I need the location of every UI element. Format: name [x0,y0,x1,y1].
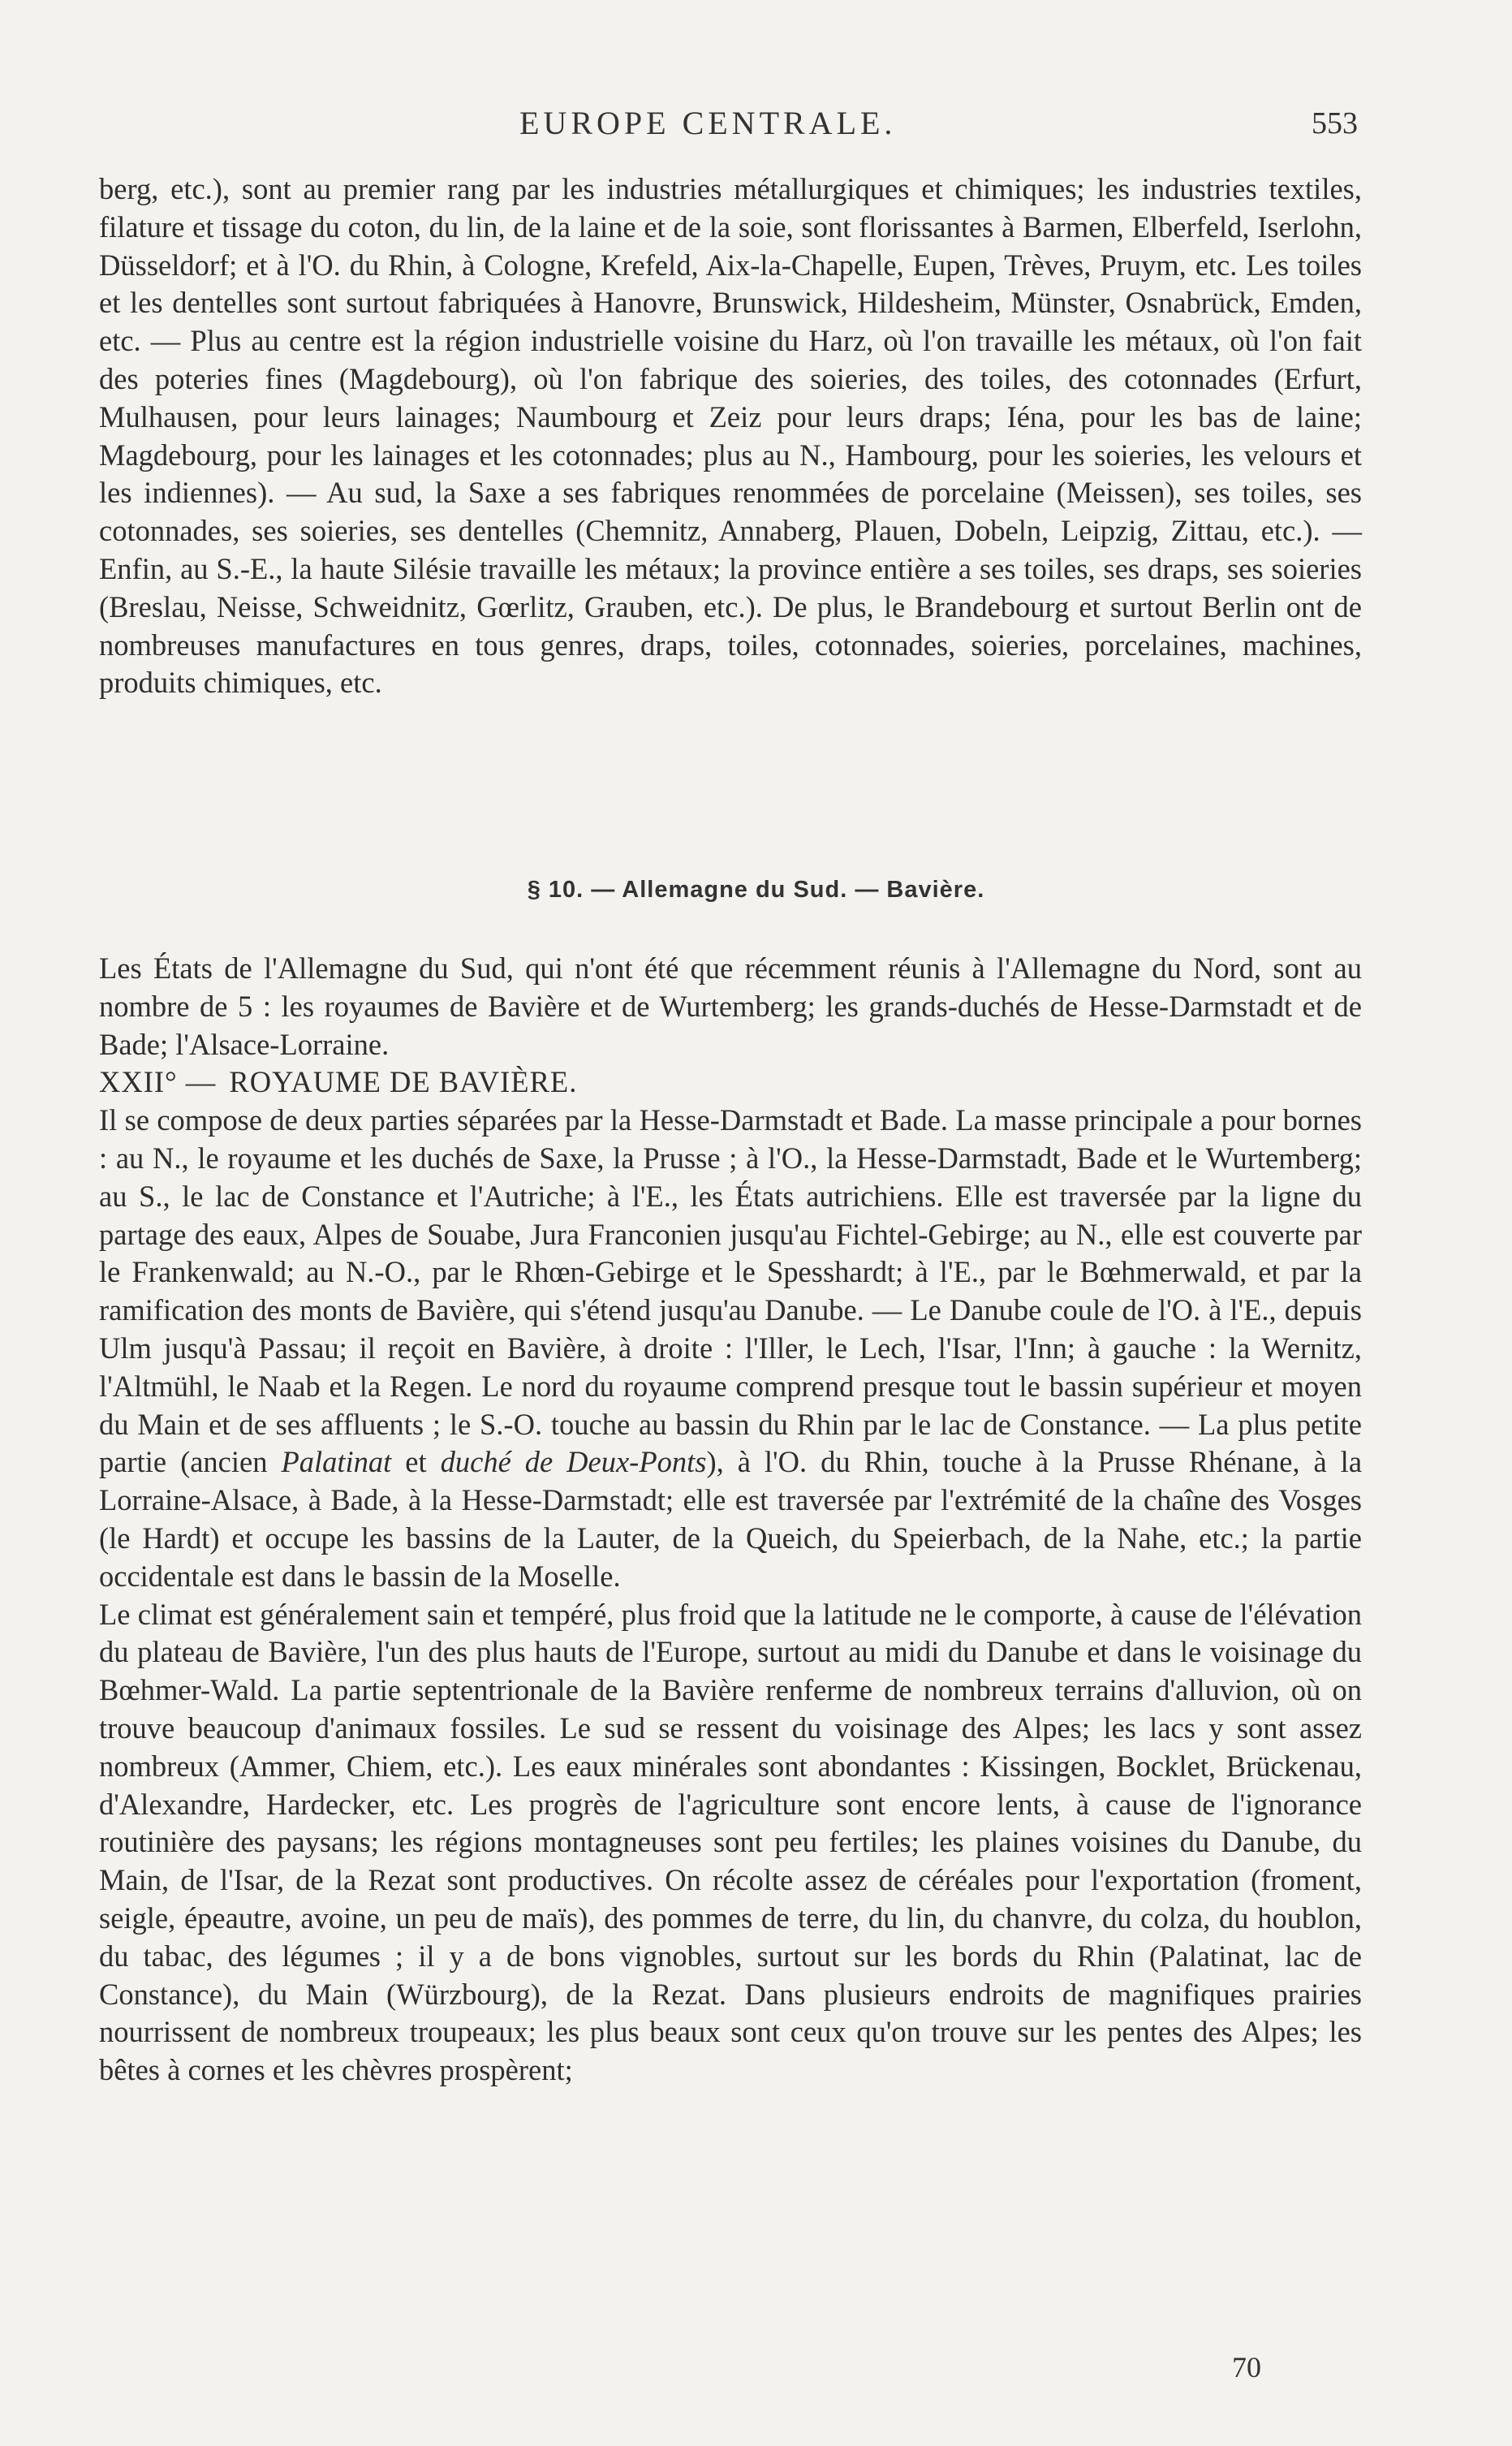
geography-text-end: ), à l'O. du Rhin, touche à la Prusse Rhénane, à la Lorraine-Alsace, à Bade, à la Hesse-Darmstadt; elle est traversée par l'extrémité de la chaîne des Vosges (le Hardt) et occupe les bassins de la Lauter, de la Queich, du Speierbach, de la Nahe, etc.; la partie occidentale est dans le bassin de la Moselle. [99,1445,1363,1593]
body-text-bottom [99,950,1362,2090]
paragraph-intro: Les États de l'Allemagne du Sud, qui n'ont été que récemment réunis à l'Allemagne du Nord, sont au nombre de 5 : les royaumes de Bavière et de Wurtemberg; les grands-duchés de Hesse-Darmstadt et de Bade; l'Alsace-Lorraine. [99,951,1362,1061]
subsection-heading [99,1063,1362,1102]
running-header [0,104,1512,145]
page-number: 553 [1312,106,1358,140]
paragraph-industries: berg, etc.), sont au premier rang par les industries métallurgiques et chimiques; les industries textiles, filature et tissage du coton, du lin, de la laine et de la soie, sont florissantes à Barmen, Elberfeld, Iserlohn, Düsseldorf; et à l'O. du Rhin, à Cologne, Krefeld, Aix-la-Chapelle, Eupen, Trèves, Pruym, etc. Les toiles et les dentelles sont surtout fabriquées à Hanovre, Brunswick, Hildesheim, Münster, Osnabrück, Emden, etc. — Plus au centre est la région industrielle voisine du Harz, où l'on travaille les métaux, où l'on fait des poteries fines (Magdebourg), où l'on fabrique des soieries, des toiles, des cotonnades (Erfurt, Mulhausen, pour leurs lainages; Naumbourg et Zeiz pour leurs draps; Iéna, pour les bas de laine; Magdebourg, pour les lainages et les cotonnades; plus au N., Hambourg, pour les soieries, les velours et les indiennes). — Au sud, la Saxe a ses fabriques renommées de porcelaine (Meissen), ses toiles, ses cotonnades, ses soieries, ses dentelles (Chemnitz, Annaberg, Plauen, Dobeln, Leipzig, Zittau, etc.). — Enfin, au S.-E., la haute Silésie travaille les métaux; la province entière a ses toiles, ses draps, ses soieries (Breslau, Neisse, Schweidnitz, Gœrlitz, Grauben, etc.). De plus, le Brandebourg et surtout Berlin ont de nombreuses manufactures en tous genres, draps, toiles, cotonnades, soieries, porcelaines, machines, produits chimiques, etc. [99,172,1362,700]
italic-deux-ponts: duché de Deux-Ponts [440,1445,707,1479]
italic-palatinat: Palatinat [281,1445,392,1479]
paragraph-geography [99,1102,1362,1595]
geography-conjunction: et [405,1445,427,1479]
signature-number: 70 [1232,2351,1261,2383]
section-heading: § 10. — Allemagne du Sud. — Bavière. [527,877,985,903]
paragraph-climate: Le climat est généralement sain et tempéré, plus froid que la latitude ne le comporte, à cause de l'élévation du plateau de Bavière, l'un des plus hauts de l'Europe, surtout au midi du Danube et dans le voisinage du Bœhmer-Wald. La partie septentrionale de la Bavière renferme de nombreux terrains d'alluvion, où on trouve beaucoup d'animaux fossiles. Le sud se ressent du voisinage des Alpes; les lacs y sont assez nombreux (Ammer, Chiem, etc.). Les eaux minérales sont abondantes : Kissingen, Bocklet, Brückenau, d'Alexandre, Hardecker, etc. Les progrès de l'agriculture sont encore lents, à cause de l'ignorance routinière des paysans; les régions montagneuses sont peu fertiles; les plaines voisines du Danube, du Main, de l'Isar, de la Rezat sont productives. On récolte assez de céréales pour l'exportation (froment, seigle, épeautre, avoine, un peu de maïs), des pommes de terre, du lin, du chanvre, du colza, du houblon, du tabac, des légumes ; il y a de bons vignobles, surtout sur les bords du Rhin (Palatinat, lac de Constance), du Main (Würzbourg), de la Rezat. Dans plusieurs endroits de magnifiques prairies nourrissent de nombreux troupeaux; les plus beaux sont ceux qu'on trouve sur les pentes des Alpes; les bêtes à cornes et les chèvres prospèrent; [99,1597,1362,2087]
subsection-title: ROYAUME DE BAVIÈRE. [229,1065,578,1099]
running-title: EUROPE CENTRALE. [519,105,897,141]
subsection-number: XXII° — [99,1065,217,1099]
body-text-top [99,170,1362,702]
geography-text: Il se compose de deux parties séparées par la Hesse-Darmstadt et Bade. La masse principale a pour bornes : au N., le royaume et les duchés de Saxe, la Prusse ; à l'O., la Hesse-Darmstadt, Bade et le Wurtemberg; au S., le lac de Constance et l'Autriche; à l'E., les États autrichiens. Elle est traversée par la ligne du partage des eaux, Alpes de Souabe, Jura Franconien jusqu'au Fichtel-Gebirge; au N., elle est couverte par le Frankenwald; au N.-O., par le Rhœn-Gebirge et le Spesshardt; à l'E., par le Bœhmerwald, et par la ramification des monts de Bavière, qui s'étend jusqu'au Danube. — Le Danube coule de l'O. à l'E., depuis Ulm jusqu'à Passau; il reçoit en Bavière, à droite : l'Iller, le Lech, l'Isar, l'Inn; à gauche : la Wernitz, l'Altmühl, le Naab et la Regen. Le nord du royaume comprend presque tout le bassin supérieur et moyen du Main et de ses affluents ; le S.-O. touche au bassin du Rhin par le lac de Constance. — La plus petite partie (ancien [99,1103,1362,1479]
